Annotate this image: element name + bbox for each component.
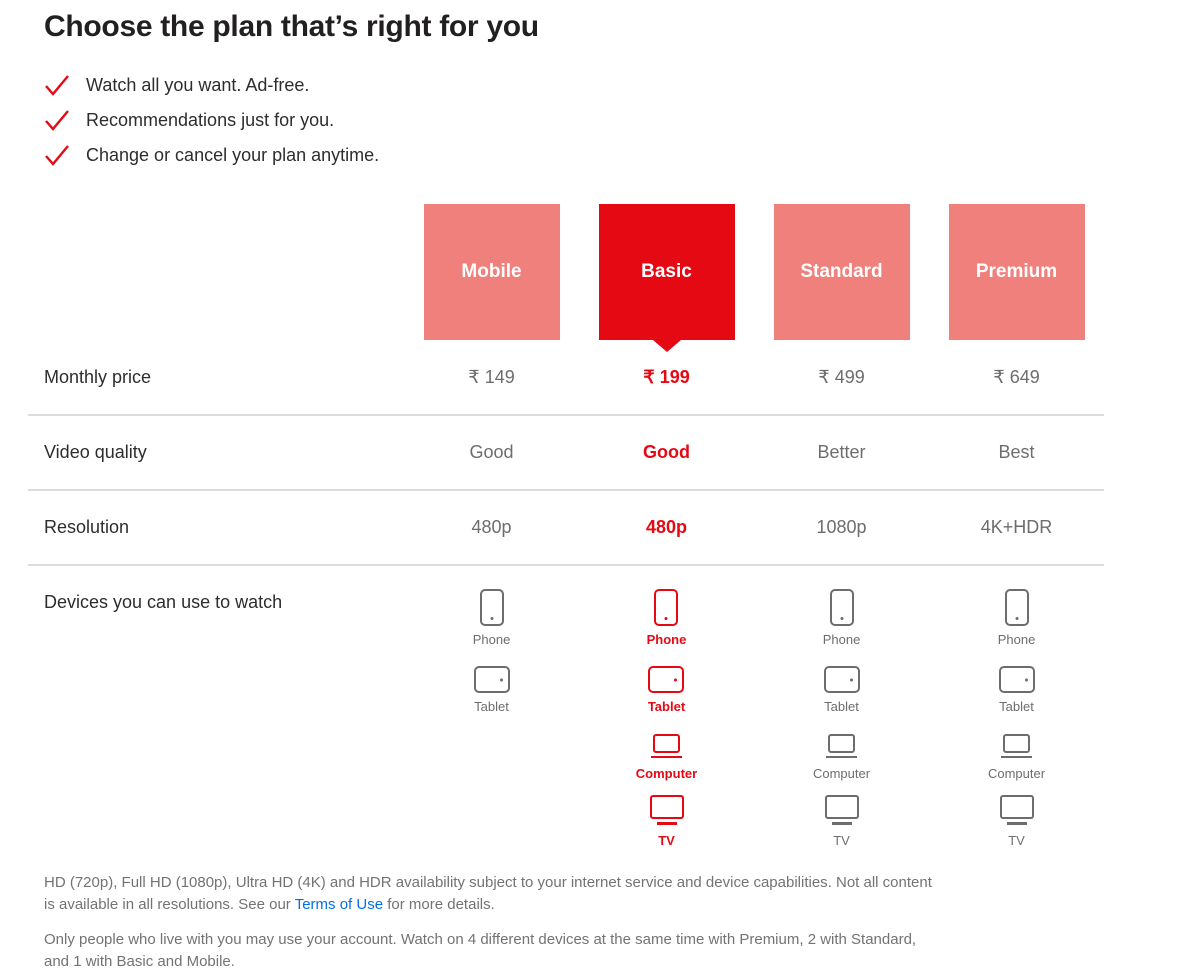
resolution-standard: 1080p [816,517,867,537]
plan-box-mobile[interactable]: Mobile [424,204,560,340]
page-title: Choose the plan that’s right for you [44,10,539,43]
device-label: TV [833,833,850,848]
device-tv [650,781,684,848]
phone-icon [1005,589,1029,626]
checkmark-icon [44,74,70,96]
benefit-item [44,144,1156,166]
benefit-item [44,109,1156,131]
device-label: Tablet [824,699,859,714]
devices-premium [929,580,1104,848]
disclaimer-text: HD (720p), Full HD (1080p), Ultra HD (4K) and HDR availability subject to your internet service and device capabilities. Not all content is available in all resolutions. See our [44,874,932,913]
price-premium: ₹ 649 [993,366,1040,387]
row-label-video-quality: Video quality [44,442,147,462]
benefit-text: Watch all you want. Ad-free. [86,74,310,95]
computer-icon [653,734,680,753]
device-computer [636,714,697,781]
plan-box-premium[interactable]: Premium [949,204,1085,340]
checkmark-icon [44,109,70,131]
device-phone [998,580,1036,647]
resolution-row [28,491,1104,566]
row-label-resolution: Resolution [44,517,130,537]
quality-premium: Best [998,442,1035,462]
device-label: Phone [472,632,511,647]
household-note: Only people who live with you may use your account. Watch on 4 different devices at the same time with Premium, 2 with Standard, and 1 with Basic and Mobile. [44,931,917,970]
device-label: Phone [822,632,861,647]
device-tablet [474,647,510,714]
price-basic: ₹ 199 [643,366,690,387]
plan-box-basic[interactable]: Basic [599,204,735,340]
device-label: Computer [635,766,698,781]
devices-basic [579,580,754,848]
computer-icon [828,734,855,753]
devices-row [28,566,1104,848]
device-tv [1000,781,1034,848]
tablet-icon [824,666,860,693]
quality-standard: Better [817,442,866,462]
device-label: Computer [987,766,1046,781]
disclaimer-text: for more details. [383,896,495,913]
row-label-devices: Devices you can use to watch [44,592,283,612]
tablet-icon [474,666,510,693]
benefit-text: Change or cancel your plan anytime. [86,144,380,165]
tablet-icon [648,666,684,693]
phone-icon [480,589,504,626]
device-phone [473,580,511,647]
video-quality-row [28,416,1104,491]
plan-comparison-table [28,204,1104,848]
device-label: TV [1008,833,1025,848]
price-mobile: ₹ 149 [468,366,515,387]
device-tablet [999,647,1035,714]
monthly-price-row [28,340,1104,416]
checkmark-icon [44,144,70,166]
plan-box-standard[interactable]: Standard [774,204,910,340]
device-phone [823,580,861,647]
footer [44,872,936,973]
devices-standard [754,580,929,848]
tv-icon [650,795,684,819]
tablet-icon [999,666,1035,693]
price-standard: ₹ 499 [818,366,865,387]
phone-icon [654,589,678,626]
tv-icon [1000,795,1034,819]
resolution-premium: 4K+HDR [980,517,1053,537]
quality-mobile: Good [469,442,514,462]
device-computer [988,714,1045,781]
device-tablet [824,647,860,714]
resolution-mobile: 480p [471,517,512,537]
phone-icon [830,589,854,626]
tv-icon [825,795,859,819]
device-label: Computer [812,766,871,781]
row-label-monthly-price: Monthly price [44,366,152,387]
device-phone [647,580,687,647]
device-tv [825,781,859,848]
computer-icon [1003,734,1030,753]
device-label: Tablet [647,699,686,714]
device-label: Tablet [999,699,1034,714]
benefits-list [44,74,1156,166]
resolution-basic: 480p [645,517,688,537]
plan-selector-row [28,204,1104,340]
devices-mobile [404,580,579,714]
device-tablet [648,647,685,714]
terms-of-use-link[interactable]: Terms of Use [294,896,384,913]
hd-disclaimer [44,872,936,916]
quality-basic: Good [643,442,690,462]
device-label: Phone [997,632,1036,647]
benefit-text: Recommendations just for you. [86,109,335,130]
device-label: Phone [646,632,687,647]
device-label: Tablet [474,699,509,714]
device-label: TV [658,833,675,848]
benefit-item [44,74,1156,96]
device-computer [813,714,870,781]
header [0,0,1200,166]
